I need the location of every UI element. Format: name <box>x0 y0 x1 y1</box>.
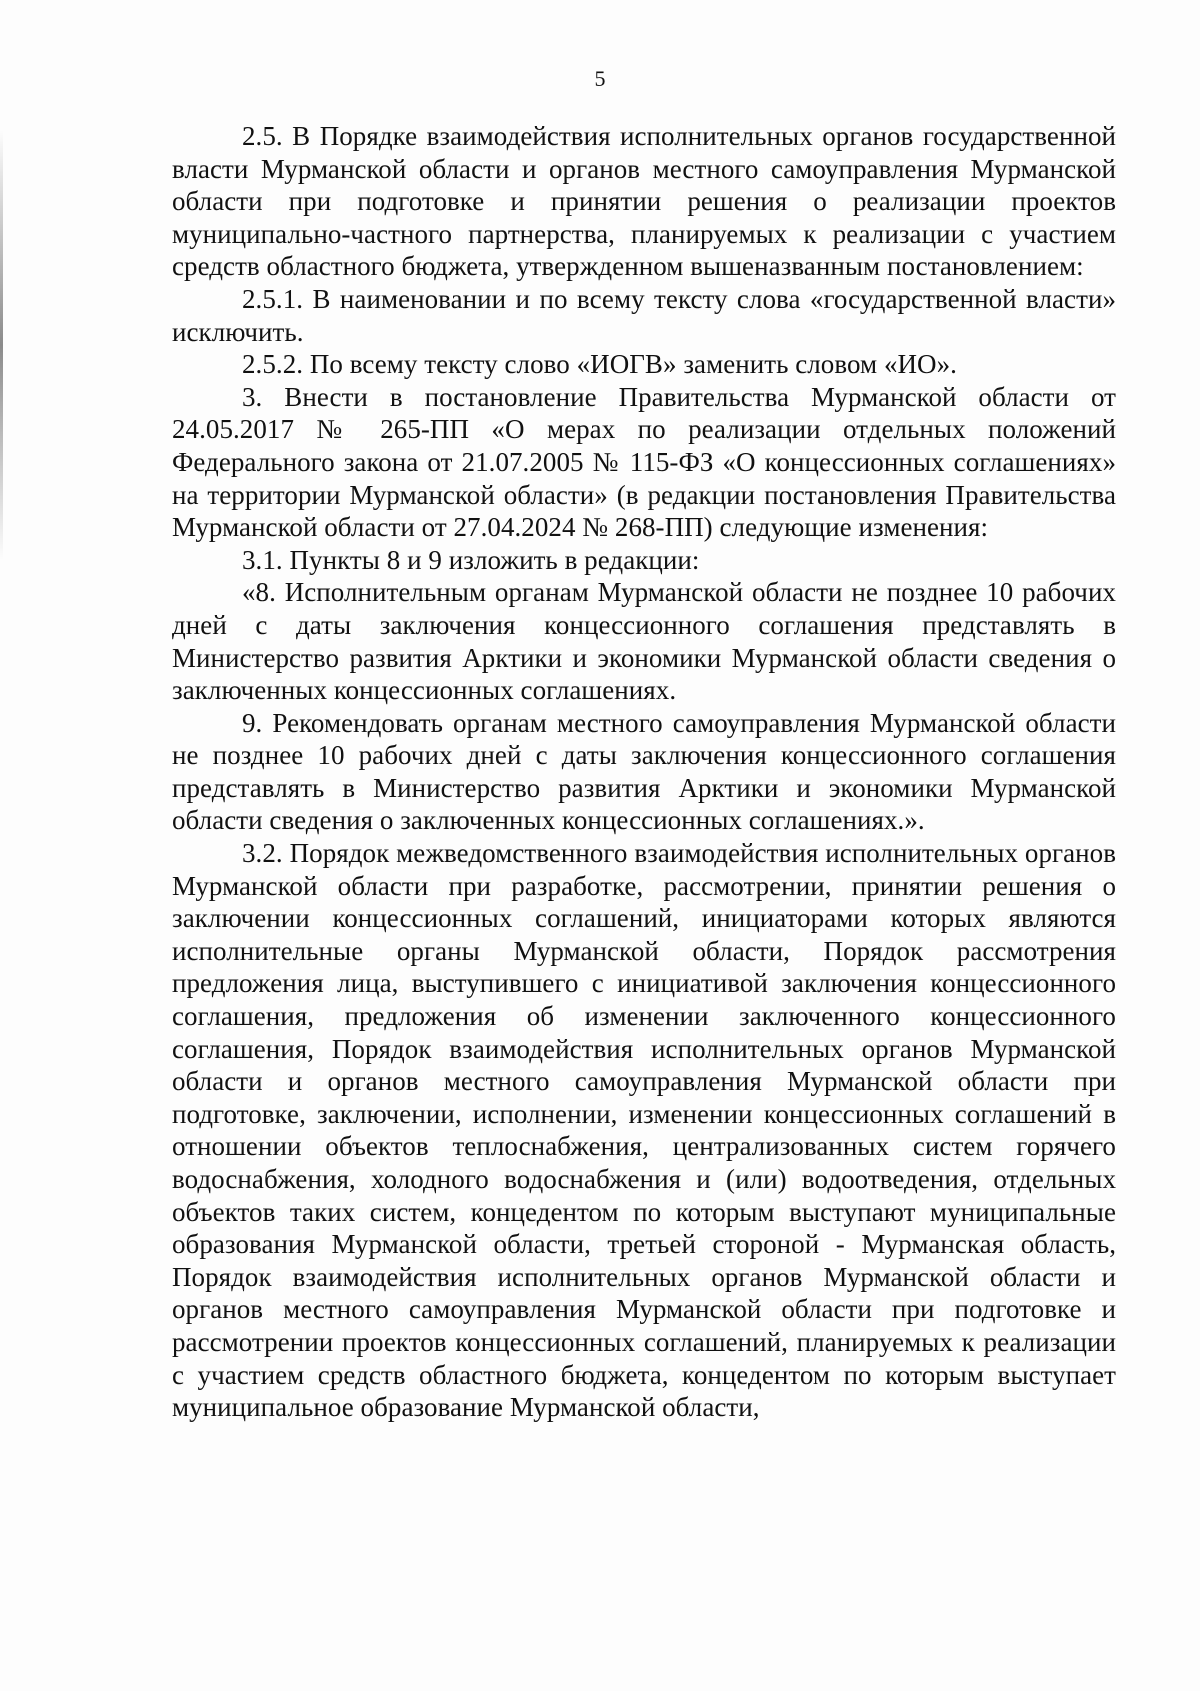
paragraph-3-2: 3.2. Порядок межведомственного взаимодействия исполнительных органов Мурманской области при разработке, рассмотрении, принятии решения о заключении концессионных соглашений, инициаторами которых являются исполнительные органы Мурманской области, Порядок рассмотрения предложения лица, выступившего с инициативой заключения концессионного соглашения, предложения об изменении заключенного концессионного соглашения, Порядок взаимодействия исполнительных органов Мурманской области и органов местного самоуправления Мурманской области при подготовке, заключении, исполнении, изменении концессионных соглашений в отношении объектов теплоснабжения, централизованных систем горячего водоснабжения, холодного водоснабжения и (или) водоотведения, отдельных объектов таких систем, концедентом по которым выступают муниципальные образования Мурманской области, третьей стороной - Мурманская область, Порядок взаимодействия исполнительных органов Мурманской области и органов местного самоуправления Мурманской области при подготовке и рассмотрении проектов концессионных соглашений, планируемых к реализации с участием средств областного бюджета, концедентом по которым выступает муниципальное образование Мурманской области, <box>172 838 1116 1423</box>
scan-edge-shadow <box>0 130 3 560</box>
paragraph-3: 3. Внести в постановление Правительства Мурманской области от 24.05.2017 № 265-ПП «О мерах по реализации отдельных положений Федерального закона от 21.07.2005 № 115-ФЗ «О концессионных соглашениях» на территории Мурманской области» (в редакции постановления Правительства Мурманской области от 27.04.2024 № 268-ПП) следующие изменения: <box>172 381 1116 543</box>
paragraph-9: 9. Рекомендовать органам местного самоуправления Мурманской области не позднее 10 рабочих дней с даты заключения концессионного соглашения представлять в Министерство развития Арктики и экономики Мурманской области сведения о заключенных концессионных соглашениях.». <box>172 707 1116 836</box>
paragraph-3-1: 3.1. Пункты 8 и 9 изложить в редакции: <box>242 544 700 575</box>
paragraph-2-5-1: 2.5.1. В наименовании и по всему тексту слова «государственной власти» исключить. <box>172 283 1116 347</box>
page-number: 5 <box>594 66 606 91</box>
paragraph-2-5: 2.5. В Порядке взаимодействия исполнительных органов государственной власти Мурманской области и органов местного самоуправления Мурманской области при подготовке и принятии решения о реализации проектов муниципально-частного партнерства, планируемых к реализации с участием средств областного бюджета, утвержденном вышеназванным постановлением: <box>172 121 1116 282</box>
paragraph-8: «8. Исполнительным органам Мурманской области не позднее 10 рабочих дней с даты заключения концессионного соглашения представлять в Министерство развития Арктики и экономики Мурманской области сведения о заключенных концессионных соглашениях. <box>172 577 1116 706</box>
document-body <box>172 120 1116 1424</box>
paragraph-2-5-2: 2.5.2. По всему тексту слово «ИОГВ» заменить словом «ИО». <box>242 349 957 380</box>
